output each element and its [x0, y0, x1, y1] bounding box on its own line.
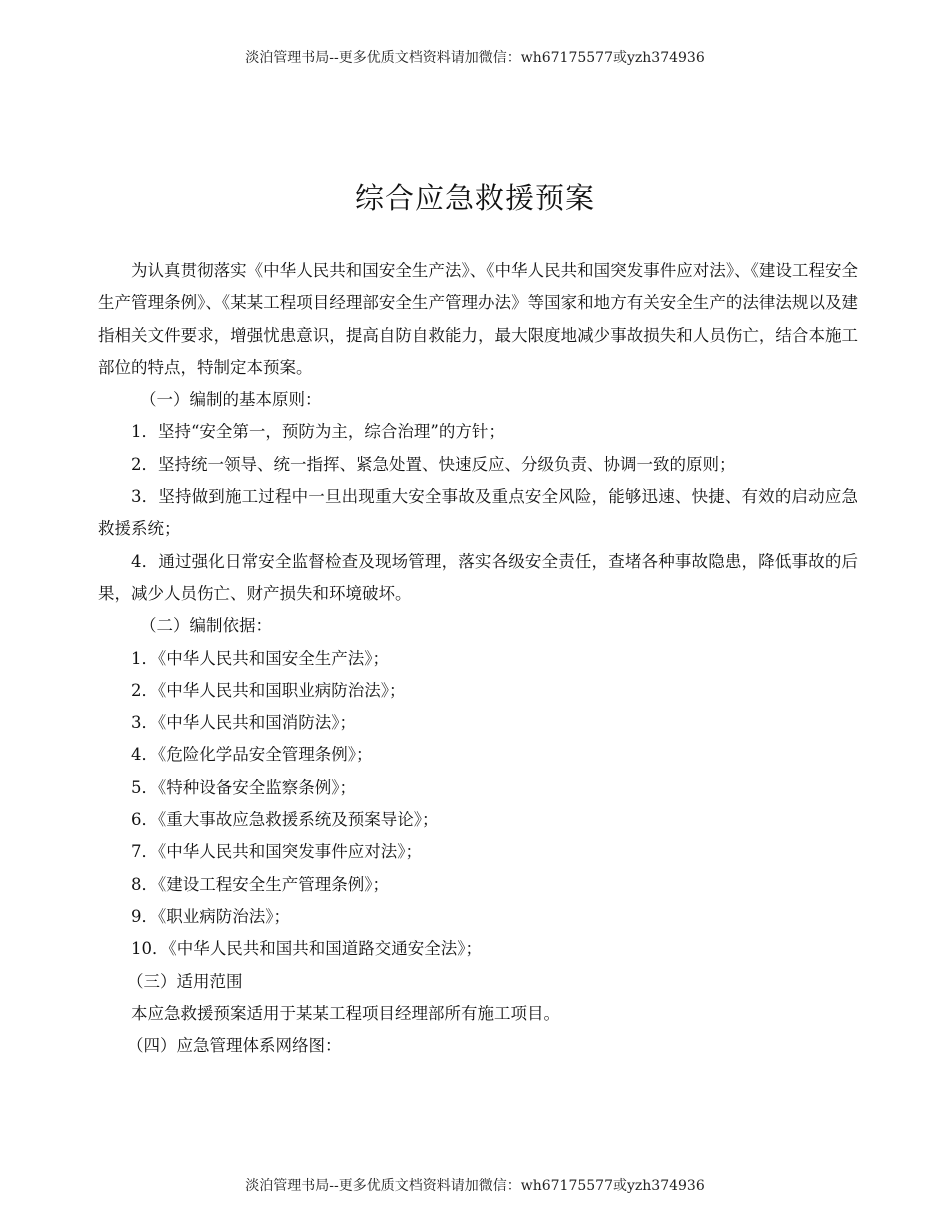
scope-paragraph: 本应急救援预案适用于某某工程项目经理部所有施工项目。	[131, 1003, 560, 1023]
principle-item-1: 1．坚持“安全第一，预防为主，综合治理”的方针；	[131, 422, 505, 442]
basis-item-1: 1．《中华人民共和国安全生产法》；	[131, 648, 389, 668]
basis-item-5: 5．《特种设备安全监察条例》；	[131, 777, 356, 797]
basis-item-2: 2．《中华人民共和国职业病防治法》；	[131, 680, 406, 700]
basis-item-10: 10．《中华人民共和国共和国道路交通安全法》；	[131, 939, 482, 959]
section-3-heading: （三）适用范围	[127, 971, 243, 991]
document-title: 综合应急救援预案	[354, 181, 595, 215]
basis-item-4: 4．《危险化学品安全管理条例》；	[131, 745, 373, 765]
basis-item-6: 6．《重大事故应急救援系统及预案导论》；	[131, 810, 439, 830]
principle-item-3: 3．坚持做到施工过程中一旦出现重大安全事故及重点安全风险，能够迅速、快捷、有效的启动应急救援系统；	[98, 487, 858, 539]
basis-item-9: 9．《职业病防治法》；	[131, 906, 290, 926]
principle-item-2: 2．坚持统一领导、统一指挥、紧急处置、快速反应、分级负责、协调一致的原则；	[131, 454, 736, 474]
document-body	[98, 255, 858, 1062]
section-1-heading: （一）编制的基本原则：	[140, 390, 322, 410]
page-footer: 淡泊管理书局--更多优质文档资料请加微信：wh67175577或yzh374936	[245, 1178, 705, 1194]
basis-item-8: 8．《建设工程安全生产管理条例》；	[131, 874, 389, 894]
section-2-heading: （二）编制依据：	[140, 616, 272, 636]
intro-paragraph: 为认真贯彻落实《中华人民共和国安全生产法》、《中华人民共和国突发事件应对法》、《建设工程安全生产管理条例》、《某某工程项目经理部安全生产管理办法》等国家和地方有关安全生产的法律法规以及建指相关文件要求，增强忧患意识，提高自防自救能力，最大限度地减少事故损失和人员伤亡，结合本施工部位的特点，特制定本预案。	[98, 261, 858, 377]
basis-item-7: 7．《中华人民共和国突发事件应对法》；	[131, 842, 422, 862]
principle-item-4: 4．通过强化日常安全监督检查及现场管理，落实各级安全责任，查堵各种事故隐患，降低事故的后果，减少人员伤亡、财产损失和环境破坏。	[98, 551, 858, 603]
page-header: 淡泊管理书局--更多优质文档资料请加微信：wh67175577或yzh374936	[245, 50, 705, 66]
section-4-heading: （四）应急管理体系网络图：	[127, 1036, 342, 1056]
basis-item-3: 3．《中华人民共和国消防法》；	[131, 713, 356, 733]
